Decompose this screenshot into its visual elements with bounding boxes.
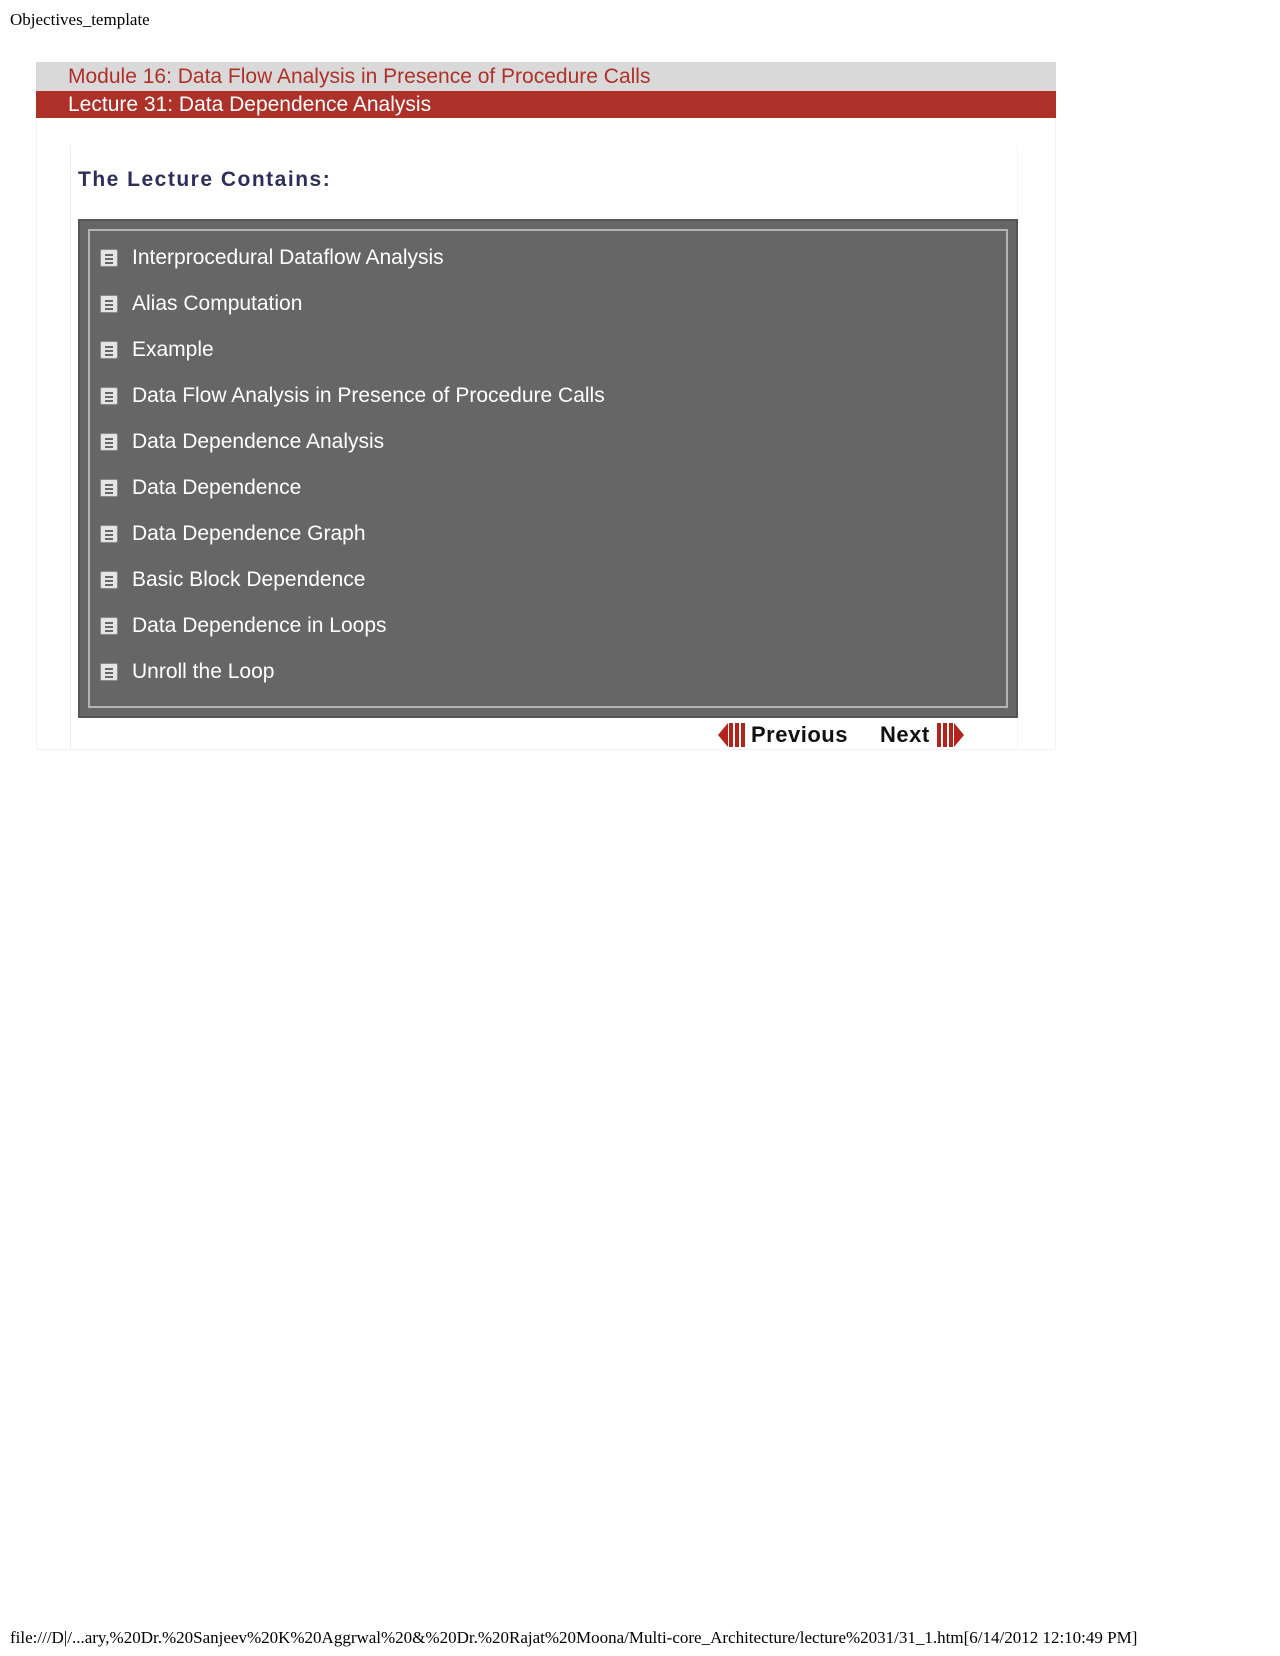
- list-item-label: Interprocedural Dataflow Analysis: [132, 246, 444, 269]
- module-title-bar: Module 16: Data Flow Analysis in Presence of Procedure Calls: [36, 62, 1056, 91]
- list-item[interactable]: [100, 657, 274, 687]
- lecture-title-bar: Lecture 31: Data Dependence Analysis: [36, 91, 1056, 118]
- list-item[interactable]: [100, 243, 444, 273]
- document-title: Objectives_template: [10, 10, 150, 29]
- list-item[interactable]: [100, 565, 365, 595]
- document-list-icon: [100, 571, 118, 589]
- document-list-icon: [100, 479, 118, 497]
- list-item-label: Data Flow Analysis in Presence of Procedure Calls: [132, 384, 605, 407]
- list-item[interactable]: [100, 289, 302, 319]
- list-item[interactable]: [100, 335, 214, 365]
- document-list-icon: [100, 525, 118, 543]
- document-list-icon: [100, 249, 118, 267]
- next-label: Next: [880, 722, 930, 747]
- document-list-icon: [100, 387, 118, 405]
- list-item-label: Data Dependence Graph: [132, 522, 366, 545]
- list-item-label: Data Dependence in Loops: [132, 614, 387, 637]
- previous-label: Previous: [751, 722, 848, 747]
- list-item[interactable]: [100, 381, 605, 411]
- list-item[interactable]: [100, 611, 387, 641]
- lecture-contents-list: [88, 229, 1008, 708]
- list-item-label: Alias Computation: [132, 292, 303, 315]
- list-item[interactable]: [100, 427, 384, 457]
- previous-button[interactable]: [718, 721, 848, 749]
- arrow-left-icon: [718, 723, 746, 747]
- document-list-icon: [100, 433, 118, 451]
- next-button[interactable]: [880, 721, 964, 749]
- list-item-label: Example: [132, 338, 214, 361]
- document-list-icon: [100, 663, 118, 681]
- lecture-contents-heading: The Lecture Contains:: [78, 168, 332, 191]
- footer-file-path: file:///D|/...ary,%20Dr.%20Sanjeev%20K%20Aggrwal%20&%20Dr.%20Rajat%20Moona/Multi-core_Architecture/lecture%2031/31_1.htm[6/14/2012 12:10:49 PM]: [10, 1628, 1138, 1647]
- list-item-label: Basic Block Dependence: [132, 568, 366, 591]
- lecture-contents-panel: [78, 219, 1018, 718]
- list-item[interactable]: [100, 473, 301, 503]
- document-list-icon: [100, 295, 118, 313]
- arrow-right-icon: [936, 723, 964, 747]
- document-list-icon: [100, 617, 118, 635]
- list-item[interactable]: [100, 519, 366, 549]
- document-list-icon: [100, 341, 118, 359]
- list-item-label: Data Dependence: [132, 476, 302, 499]
- list-item-label: Data Dependence Analysis: [132, 430, 385, 453]
- list-item-label: Unroll the Loop: [132, 660, 275, 683]
